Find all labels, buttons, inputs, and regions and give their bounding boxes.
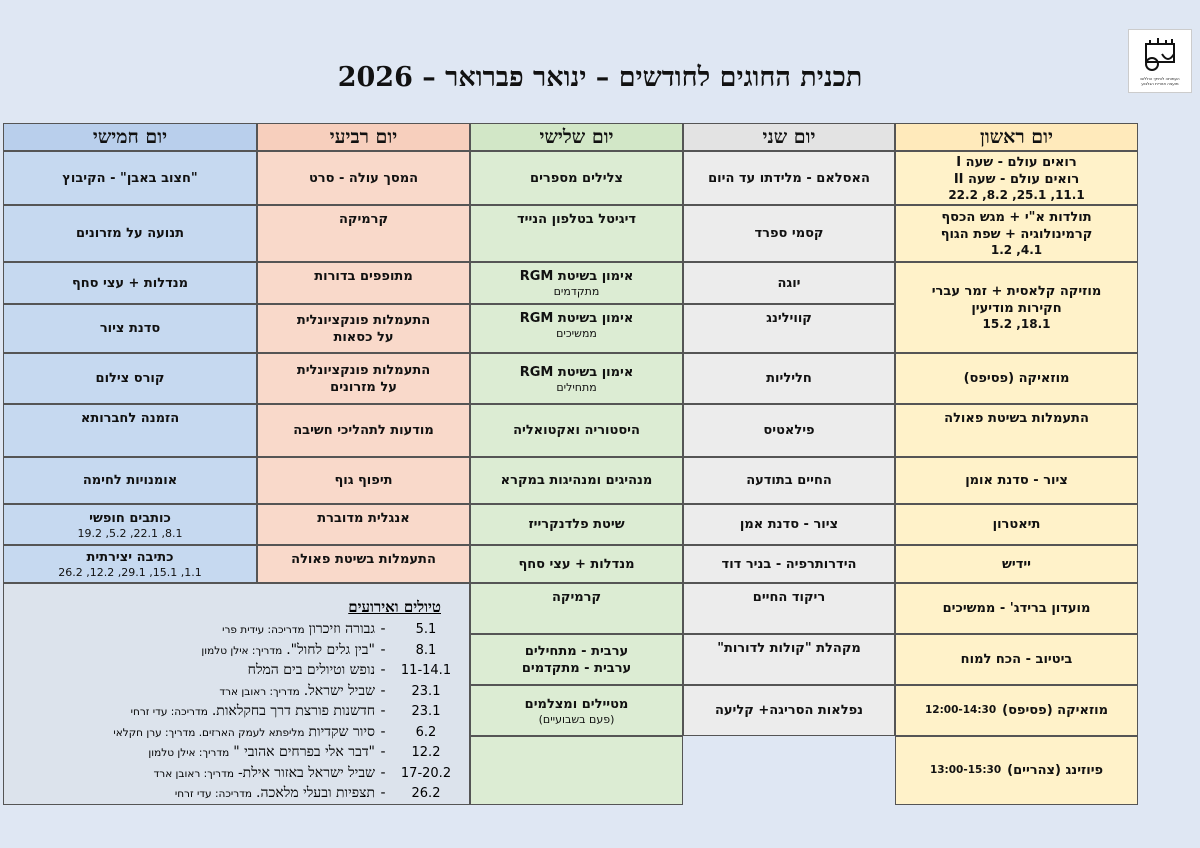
trip-dash: - [380,662,386,678]
mon-row-5: חליליות [683,353,895,404]
thu-row-2: תנועה על מזרונים [3,205,257,262]
trip-row [10,683,461,704]
wed-row-9: התעמלות בשיטת פאולה [257,545,470,583]
thu-row-6: הזמנה לחברותא [3,404,257,457]
column-monday [683,123,895,805]
column-tuesday [470,123,683,805]
trip-row [10,642,461,663]
trip-dash: - [380,744,386,760]
wed-r5b: על מזרונים [330,379,397,395]
mon-row-4: קווילינג [683,304,895,353]
trip-guide: מדריך: אילן טלמון [148,747,230,759]
logo-text-2: מועצה אזורית הגלבוע [1141,81,1179,86]
column-sunday [895,123,1138,805]
sun-row-8: יידיש [895,545,1138,583]
thu-r9-dates: 1.1, 15.1, 29.1, 12.2, 26.2 [58,566,202,579]
trip-title: "בין גלים לחול". [286,641,375,658]
thu-row-3: מנדלות + עצי סחף [3,262,257,304]
tue-r3-level: מתקדמים [553,285,600,298]
sun-r1-dates: 11.1, 25.1, 8.2, 22.2 [948,187,1085,202]
wed-row-3: מתופפים בדורות [257,262,470,304]
wed-row-5 [257,353,470,404]
tue-row-4 [470,304,683,353]
sun-row-11 [895,685,1138,736]
trip-dash: - [380,703,386,719]
sun-r2a: תולדות א"י + מגש הכסף [941,210,1092,225]
sun-r11-time: 12:00-14:30 [924,704,997,716]
trip-guide: מדריכה: עידית פרי [222,624,305,636]
trip-date: 17-20.2 [400,765,452,781]
trip-title: גבורה וזיכרון [308,621,375,637]
trip-date: 23.1 [411,683,441,699]
mon-row-11: מקהלת "קולות לדורות" [683,634,895,685]
trip-row [10,765,461,786]
mon-row-12: נפלאות הסריגה+ קליעה [683,685,895,736]
sun-row-9: מועדון ברידג' - ממשיכים [895,583,1138,634]
sun-r2b: קרמינולוגיה + שפת הגוף [940,227,1093,242]
sun-row-1 [895,151,1138,205]
trip-dash: - [380,682,386,699]
trip-date: 26.2 [411,786,441,801]
header-thursday: יום חמישי [3,123,257,151]
thu-row-4: סדנת ציור [3,304,257,353]
trip-guide: מדריך: ראובן ארד [153,767,234,780]
mon-row-3: יוגה [683,262,895,304]
tue-row-3 [470,262,683,304]
tue-row-10: קרמיקה [470,583,683,634]
mon-row-8: ציור - סדנת אמן [683,504,895,545]
sun-r3a: מוזיקה קלאסית + זמר עברי [931,284,1102,299]
mon-row-2: קסמי ספרד [683,205,895,262]
sun-row-4: מוזאיקה (פסיפס) [895,353,1138,404]
sun-row-7: תיאטרון [895,504,1138,545]
sun-r12-time: 13:00-15:30 [929,764,1002,776]
thu-row-7: אומנויות לחימה [3,457,257,504]
sun-row-2 [895,205,1138,262]
trip-title: "דבר אלי בפרחים אהובי " [233,744,375,760]
tue-row-5 [470,353,683,404]
tue-r4-level: ממשיכים [556,327,597,340]
wed-row-1: המסך עולה - סרט [257,151,470,205]
trip-dash: - [380,621,386,637]
mon-row-9: הידרותרפיה - בניר דוד [683,545,895,583]
sun-r11: מוזאיקה (פסיפס) [1002,703,1109,718]
trip-title: סיור שקדיות [308,723,375,740]
thu-row-1: "חצוב באבן" - הקיבוץ [3,151,257,205]
header-wednesday: יום רביעי [257,123,470,151]
thu-r8: כותבים חופשי [89,510,171,526]
tue-row-1: צלילים מספרים [470,151,683,205]
tue-r12-note: (פעם בשבועיים) [538,712,615,726]
trip-row [10,621,461,642]
trip-date: 11-14.1 [400,663,452,678]
sun-row-12 [895,736,1138,805]
trip-dash: - [380,723,386,740]
tue-r5-level: מתחילים [556,380,597,394]
tue-row-6: היסטוריה ואקטואליה [470,404,683,457]
trip-dash: - [380,764,386,781]
wed-row-7: תיפוף גוף [257,457,470,504]
tue-r12: מטיילים ומצלמים [524,696,629,712]
tue-row-2: דיגיטל בטלפון הנייד [470,205,683,262]
trip-row [10,662,461,683]
thu-r9: כתיבה יצירתית [86,550,174,565]
thu-row-5: קורס צילום [3,353,257,404]
trip-title: נופש וטיולים בים המלח [247,662,375,678]
mon-row-7: החיים בתודעה [683,457,895,504]
mon-row-6: פילאטיס [683,404,895,457]
sun-r12: פיוזינג (צהריים) [1007,763,1104,778]
trip-title: חדשנות פורצת דרך בחקלאות. [211,703,375,719]
page-title: תכנית החוגים לחודשים – ינואר פברואר – 2026 [337,62,863,93]
trips-heading: טיולים ואירועים [348,598,441,616]
trip-date: 23.1 [411,704,441,719]
thu-r8-dates: 8.1, 22.1, 5.2, 19.2 [77,526,183,540]
trip-guide: מדריכה: עדי זרחי [130,706,208,718]
header-monday: יום שני [683,123,895,151]
trip-dash: - [380,785,386,801]
mon-row-1: האסלאם - מלידתו עד היום [683,151,895,205]
wed-row-8: אנגלית מדוברת [257,504,470,545]
tue-r11b: ערבית - מתקדמים [521,660,632,676]
thu-row-9 [3,545,257,583]
sun-r3b: חקירות מודיעין [971,301,1062,316]
tue-row-8: שיטת פלדנקרייז [470,504,683,545]
trip-dash: - [380,641,386,658]
sun-row-5: התעמלות בשיטת פאולה [895,404,1138,457]
tue-row-12 [470,685,683,736]
trip-date: 6.2 [415,724,437,740]
sun-row-6: ציור - סדנת אומן [895,457,1138,504]
trip-row [10,703,461,724]
wed-r4b: על כסאות [333,329,394,345]
sun-row-3 [895,262,1138,353]
tue-row-13-empty [470,736,683,805]
trip-title: תצפיות ובעלי מלאכה. [256,785,375,801]
sun-r1a: רואים עולם - שעה I [956,154,1077,170]
trip-date: 5.1 [415,622,437,637]
sun-r3-dates: 18.1, 15.2 [982,317,1051,331]
wed-r5a: התעמלות פונקציונלית [296,362,431,378]
trip-guide: מדריך: אילן טלמון [201,644,283,657]
tue-r3: אימון בשיטת RGM [519,269,634,284]
wed-row-4 [257,304,470,353]
trip-row [10,724,461,745]
trip-row [10,744,461,765]
trip-title: שביל ישראל באזור אילת- [237,764,375,781]
tue-r5: אימון בשיטת RGM [519,364,634,380]
tue-row-9: מנדלות + עצי סחף [470,545,683,583]
trip-date: 8.1 [415,642,437,658]
logo-text-1: העמותה לותיקי הוללום [1140,76,1180,81]
trip-guide: מדריכה: עדי זרחי [174,788,253,800]
trips-events-box [3,583,470,805]
header-tuesday: יום שלישי [470,123,683,151]
header-sunday: יום ראשון [895,123,1138,151]
sun-r1b: רואים עולם - שעה II [953,171,1080,187]
thu-row-8 [3,504,257,545]
tue-r4: אימון בשיטת RGM [519,311,634,326]
trip-title: שביל ישראל. [303,682,375,699]
tue-row-11 [470,634,683,685]
trip-row [10,785,461,806]
wed-row-6: מודעות לתהליכי חשיבה [257,404,470,457]
trips-list [10,621,461,806]
sun-row-10: ביטיוב - הכח למוח [895,634,1138,685]
trip-date: 12.2 [411,745,441,760]
tue-row-7: מנהיגים ומנהיגות במקרא [470,457,683,504]
wed-r4a: התעמלות פונקציונלית [296,312,431,328]
tue-r11a: ערבית - מתחילים [524,643,629,659]
trip-guide: מדריך: ראובן ארד [219,685,300,698]
sun-r2-dates: 4.1, 1.2 [990,243,1043,257]
mon-row-10: ריקוד החיים [683,583,895,634]
trip-guide: מליפתא לעמק הארזים. מדריך: ערן חקלאי [113,726,305,739]
schedule-grid [3,123,1138,805]
wed-row-2: קרמיקה [257,205,470,262]
